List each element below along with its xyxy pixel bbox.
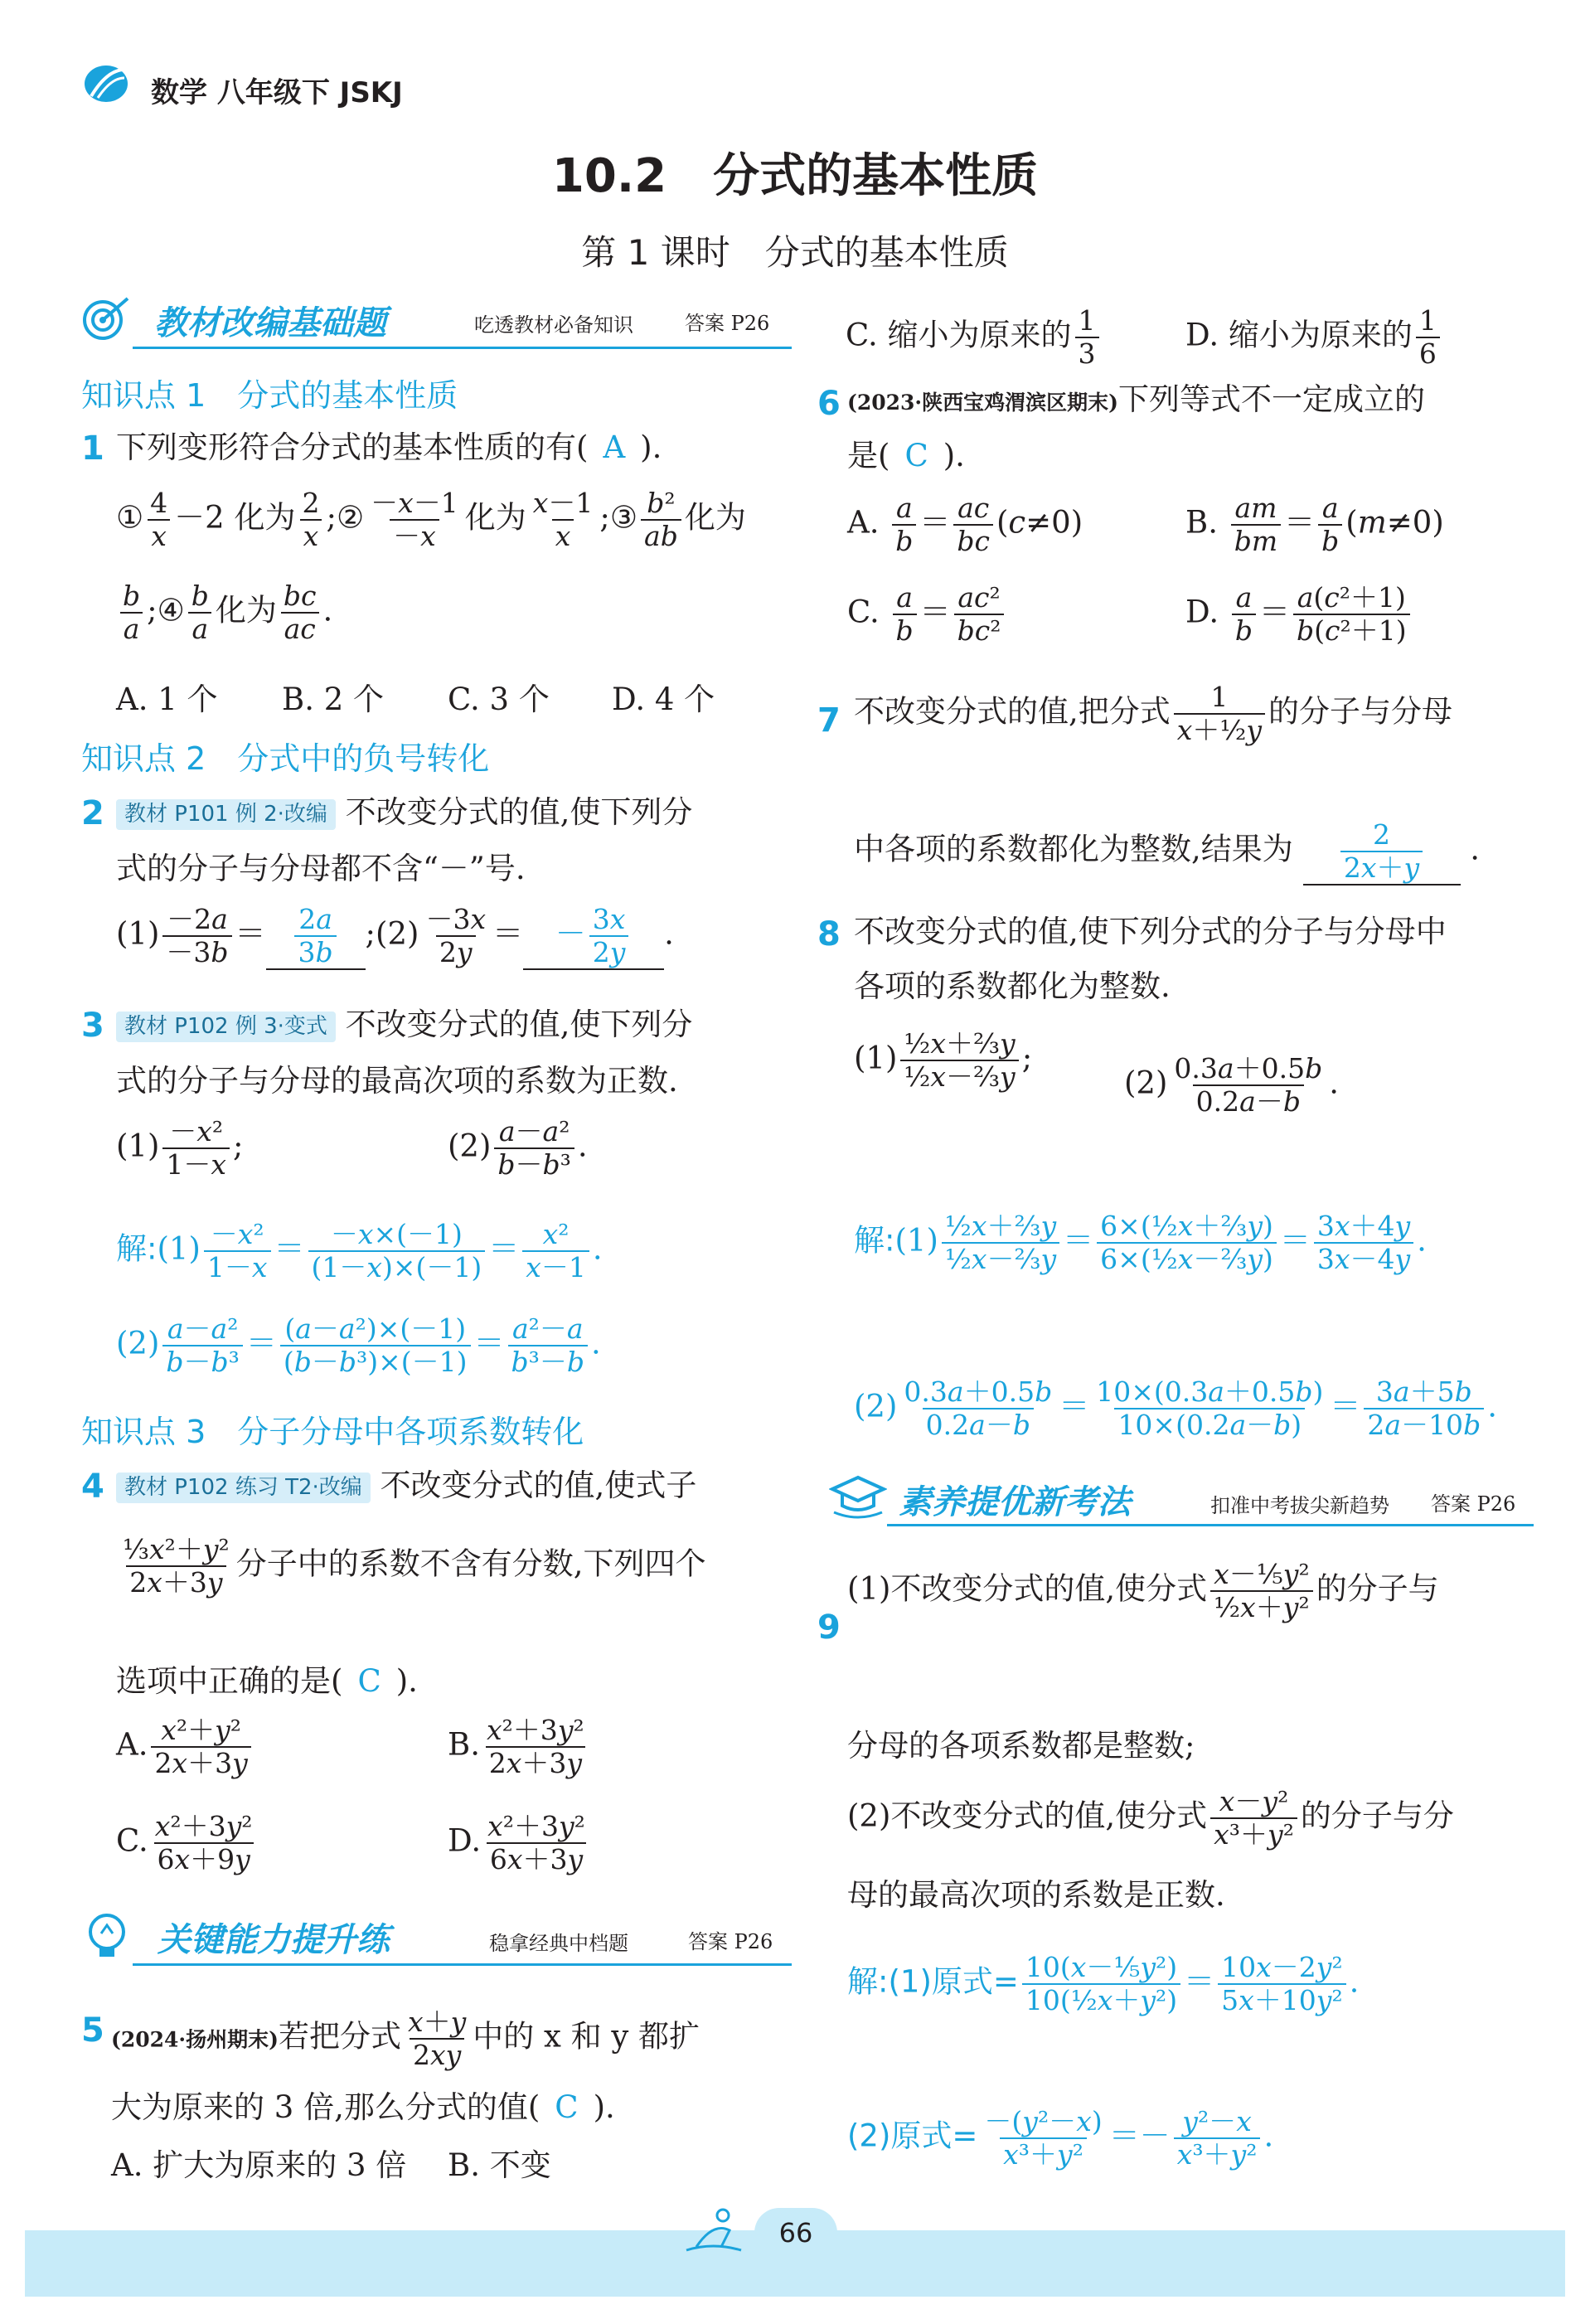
section-divider [133,1963,792,1966]
question-number: 9 [817,1608,841,1647]
question-7-stem: 不改变分式的值,把分式 $\frac{1}{\text{x＋½y}}$ 的分子与分母 [854,681,1453,746]
question-number: 5 [81,2011,104,2050]
target-icon [81,295,133,342]
question-4-stem-2: $\frac{\text{⅓x²＋y²}}{2x+3y}$ 分子中的系数不含有分数,下列四个 [123,1533,706,1599]
solution-q8-1: 解:(1) $\frac{\text{½x＋⅔y}}{\text{½x－⅔y}}$ ＝ $\frac{\text{6×(½x＋⅔y)}}{\text{6×(½x－⅔y)}}$ ＝ $\frac{3x+4y}{3x-4y}$ . [854,1210,1427,1275]
solution-q3-1: 解:(1) $\frac{\text{－x²}}{1-x}$ ＝ $\frac{-x\times(-1)}{(1-x)\times(-1)}$ ＝ $\frac{\text{x²}}{x-1}$ . [116,1218,603,1283]
textbook-tag: 教材 P101 例 2·改编 [116,799,336,831]
solution-q9-1: 解:(1)原式= $\frac{\text{10(x－⅕y²)}}{\text{10(½x＋y²)}}$ ＝ $\frac{\text{10x－2y²}}{\text{5x＋10y²}}$ . [847,1951,1360,2016]
question-9-stem: (1)不改变分式的值,使分式 $\frac{\text{x－⅕y²}}{\text{½x＋y²}}$ 的分子与 [847,1558,1439,1623]
question-2-stem-2: 式的分子与分母都不含“－”号. [116,851,526,886]
question-number: 7 [817,701,841,740]
q5-option-a: A. 扩大为原来的 3 倍 [111,2147,407,2183]
section-note-new: 扣准中考拔尖新趋势 [1210,1494,1389,1517]
q5-option-d: D. 缩小为原来的 $\frac{1}{6}$ [1185,305,1443,370]
question-number: 6 [817,385,841,423]
question-8-stem-2: 各项的系数都化为整数. [854,968,1171,1004]
q5-option-c: C. 缩小为原来的 $\frac{1}{3}$ [846,305,1103,370]
answer-q4: C [357,1663,381,1699]
question-number: 8 [817,915,841,953]
question-5-stem: (2024·扬州期末)若把分式 $\frac{x+y}{2xy}$ 中的 x 和 y 都扩 [111,2006,700,2071]
question-8-stem: 不改变分式的值,使下列分式的分子与分母中 [854,914,1447,949]
question-3-stem: 教材 P102 例 3·变式 不改变分式的值,使下列分 [116,1005,692,1045]
question-3-stem-2: 式的分子与分母的最高次项的系数为正数. [116,1063,678,1099]
question-2-stem: 教材 P101 例 2·改编 不改变分式的值,使下列分 [116,793,692,832]
question-1-items: ① $\frac{4}{x}$ －2 化为 $\frac{2}{x}$ ;② $\frac{-x-1}{-x}$ 化为 $\frac{x-1}{x}$ ;③ $\frac{\text{b²}}{ab}$ 化为 [116,487,746,552]
q4-option-a: A. $\frac{\text{x²＋y²}}{2x+3y}$ [116,1715,254,1779]
option-b: B. 2 个 [282,682,385,717]
option-d: D. 4 个 [612,682,715,717]
question-number: 2 [81,794,104,832]
section-note-basic: 吃透教材必备知识 [474,313,633,337]
q6-option-d: D. $\frac{a}{b}$ ＝ $\frac{\text{a(c²＋1)}}{\text{b(c²＋1)}}$ [1185,582,1413,647]
question-5-stem-2: 大为原来的 3 倍,那么分式的值( C ). [111,2089,615,2125]
answer-q6: C [904,438,928,473]
knowledge-point-3: 知识点 3 分子分母中各项系数转化 [81,1414,584,1450]
reader-figure-icon [680,2205,746,2255]
question-9-stem-2: 分母的各项系数都是整数; [847,1728,1195,1764]
textbook-tag: 教材 P102 练习 T2·改编 [116,1473,371,1504]
question-3-part-2: (2) $\frac{\text{a－a²}}{\text{b－b³}}$ . [448,1115,588,1181]
textbook-tag: 教材 P102 例 3·变式 [116,1012,336,1043]
answer-ref-ability: 答案 P26 [688,1930,773,1953]
graduation-cap-icon [829,1473,887,1522]
answer-q5: C [555,2089,579,2125]
question-number: 4 [81,1468,104,1506]
q4-option-b: B. $\frac{\text{x²＋3y²}}{2x+3y}$ [448,1714,584,1779]
question-9-stem-4: 母的最高次项的系数是正数. [847,1877,1225,1913]
q6-option-b: B. $\frac{am}{bm}$ ＝ $\frac{a}{b}$ (m≠0) [1185,492,1444,557]
lightbulb-icon [81,1910,133,1962]
q5-option-b: B. 不变 [448,2147,551,2183]
page-subtitle: 第 1 课时 分式的基本性质 [581,232,1009,273]
question-7-stem-2: 中各项的系数都化为整数,结果为 $\frac{2}{2x+y}$ . [854,818,1481,884]
section-title-basic: 教材改编基础题 [154,304,386,342]
q6-option-c: C. $\frac{a}{b}$ ＝ $\frac{\text{ac²}}{\text{bc²}}$ [847,582,1007,647]
answer-ref-new: 答案 P26 [1431,1492,1516,1516]
knowledge-point-2: 知识点 2 分式中的负号转化 [81,740,490,777]
option-a: A. 1 个 [116,682,218,717]
question-8-part-2: (2) $\frac{0.3a+0.5b}{0.2a-b}$ . [1124,1052,1339,1118]
option-c: C. 3 个 [448,682,550,717]
page-title: 10.2 分式的基本性质 [551,149,1039,203]
question-4-stem: 教材 P102 练习 T2·改编 不改变分式的值,使式子 [116,1466,696,1506]
question-number: 3 [81,1007,104,1045]
book-header: 数学 八年级下 JSKJ [151,76,403,109]
solution-q9-2: (2)原式= $\frac{\text{－(y²－x)}}{\text{x³＋y²}}$ ＝－ $\frac{\text{y²－x}}{\text{x³＋y²}}$ . [847,2105,1274,2171]
solution-q3-2: (2) $\frac{\text{a－a²}}{\text{b－b³}}$ ＝ $\frac{\text{(a－a²)×(－1)}}{\text{(b－b³)×(－1)}}$ ＝ $\frac{\text{a²－a}}{\text{b³－b}}$ . [116,1312,601,1378]
question-4-stem-3: 选项中正确的是( C ). [116,1663,418,1699]
question-8-part-1: (1) $\frac{\text{½x＋⅔y}}{\text{½x－⅔y}}$ ; [854,1027,1033,1093]
answer-q1: A [603,429,626,465]
section-title-new: 素养提优新考法 [899,1483,1131,1521]
q6-option-a: A. $\frac{a}{b}$ ＝ $\frac{ac}{bc}$ (c≠0) [847,492,1083,557]
section-note-ability: 稳拿经典中档题 [489,1932,628,1955]
question-3-parts: (1) $\frac{\text{－x²}}{1-x}$ ; [116,1115,244,1181]
section-divider [887,1524,1534,1526]
section-title-ability: 关键能力提升练 [158,1921,390,1959]
q4-option-c: C. $\frac{\text{x²＋3y²}}{6x+9y}$ [116,1810,253,1875]
book-logo-icon [83,63,129,104]
question-number: 1 [81,429,104,468]
page-number: 66 [754,2208,837,2258]
knowledge-point-1: 知识点 1 分式的基本性质 [81,377,458,414]
source-tag: (2023·陕西宝鸡渭滨区期末) [847,391,1118,415]
question-6-stem-2: 是( C ). [847,438,965,473]
section-divider [133,347,792,349]
solution-q8-2: (2) $\frac{0.3a+0.5b}{0.2a-b}$ ＝ $\frac{10\times(0.3a+0.5b)}{10\times(0.2a-b)}$ ＝ $\frac{3a+5b}{2a-10b}$ . [854,1375,1497,1441]
q4-option-d: D. $\frac{\text{x²＋3y²}}{6x+3y}$ [448,1810,585,1875]
source-tag: (2024·扬州期末) [111,2027,279,2052]
question-2-parts: (1) $\frac{-2a}{-3b}$ ＝ $\frac{2a}{3b}$ ;(2) $\frac{-3x}{2y}$ ＝ － $\frac{3x}{2y}$ . [116,903,674,968]
question-9-stem-3: (2)不改变分式的值,使分式 $\frac{\text{x－y²}}{\text{x³＋y²}}$ 的分子与分 [847,1785,1454,1851]
question-1-items-2: $\frac{b}{a}$ ;④ $\frac{b}{a}$ 化为 $\frac{bc}{ac}$ . [116,580,332,645]
answer-ref-basic: 答案 P26 [685,312,770,335]
question-1-stem: 下列变形符合分式的基本性质的有( A ). [116,429,662,465]
question-6-stem: (2023·陕西宝鸡渭滨区期末)下列等式不一定成立的 [847,381,1425,417]
